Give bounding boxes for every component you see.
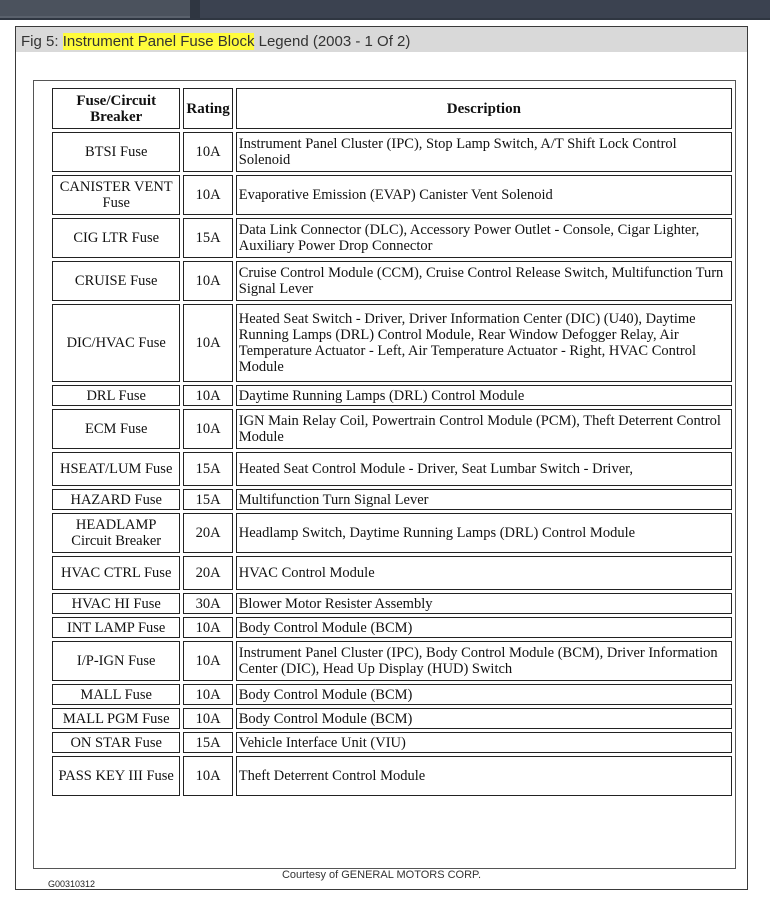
table-row: [52, 617, 732, 638]
table-row: [52, 641, 732, 681]
description-cell: Data Link Connector (DLC), Accessory Power Outlet - Console, Cigar Lighter, Auxiliary Power Drop Connector: [236, 218, 732, 258]
table-row: [52, 175, 732, 215]
rating-cell: 10A: [183, 684, 232, 705]
description-cell: Multifunction Turn Signal Lever: [236, 489, 732, 510]
fuse-cell: CRUISE Fuse: [52, 261, 180, 301]
description-cell: Instrument Panel Cluster (IPC), Body Control Module (BCM), Driver Information Center (DIC), Head Up Display (HUD) Switch: [236, 641, 732, 681]
fuse-cell: PASS KEY III Fuse: [52, 756, 180, 796]
table-row: [52, 218, 732, 258]
description-cell: Theft Deterrent Control Module: [236, 756, 732, 796]
fuse-cell: ON STAR Fuse: [52, 732, 180, 753]
rating-cell: 10A: [183, 641, 232, 681]
rating-cell: 20A: [183, 556, 232, 590]
description-cell: Blower Motor Resister Assembly: [236, 593, 732, 614]
table-body: [52, 132, 732, 796]
rating-cell: 15A: [183, 732, 232, 753]
fuse-cell: CANISTER VENT Fuse: [52, 175, 180, 215]
figure-title-suffix: Legend (2003 - 1 Of 2): [258, 33, 411, 50]
rating-cell: 10A: [183, 385, 232, 406]
fuse-cell: DIC/HVAC Fuse: [52, 304, 180, 382]
table-row: [52, 385, 732, 406]
browser-top-bar: [0, 0, 770, 20]
fuse-cell: BTSI Fuse: [52, 132, 180, 172]
table-row: [52, 452, 732, 486]
table-row: [52, 132, 732, 172]
figure-frame: [15, 26, 748, 890]
rating-cell: 10A: [183, 708, 232, 729]
description-cell: Headlamp Switch, Daytime Running Lamps (DRL) Control Module: [236, 513, 732, 553]
rating-cell: 10A: [183, 617, 232, 638]
table-row: [52, 261, 732, 301]
fuse-cell: HEADLAMP Circuit Breaker: [52, 513, 180, 553]
table-row: [52, 684, 732, 705]
figure-title-highlight: Instrument Panel Fuse Block: [62, 33, 255, 50]
description-cell: Heated Seat Switch - Driver, Driver Information Center (DIC) (U40), Daytime Running Lamps (DRL) Control Module, Rear Window Defogger Relay, Air Temperature Actuator - Left, Air Temperature Actuator - Right, HVAC Control Module: [236, 304, 732, 382]
browser-tab[interactable]: [0, 0, 190, 18]
table-header-row: [52, 88, 732, 129]
figure-code: G00310312: [48, 879, 96, 889]
description-cell: IGN Main Relay Coil, Powertrain Control Module (PCM), Theft Deterrent Control Module: [236, 409, 732, 449]
rating-cell: 10A: [183, 304, 232, 382]
fuse-cell: ECM Fuse: [52, 409, 180, 449]
description-cell: Cruise Control Module (CCM), Cruise Control Release Switch, Multifunction Turn Signal Lever: [236, 261, 732, 301]
table-row: [52, 304, 732, 382]
table-row: [52, 756, 732, 796]
browser-toolbar: [200, 0, 770, 18]
table-row: [52, 732, 732, 753]
description-cell: Instrument Panel Cluster (IPC), Stop Lamp Switch, A/T Shift Lock Control Solenoid: [236, 132, 732, 172]
figure-title: [21, 33, 410, 50]
rating-cell: 10A: [183, 756, 232, 796]
fuse-table: [49, 85, 735, 799]
description-cell: Daytime Running Lamps (DRL) Control Module: [236, 385, 732, 406]
table-row: [52, 708, 732, 729]
figure-title-prefix: Fig 5:: [21, 33, 59, 50]
table-row: [52, 489, 732, 510]
description-cell: Body Control Module (BCM): [236, 684, 732, 705]
table-row: [52, 556, 732, 590]
header-description: Description: [236, 88, 732, 129]
table-row: [52, 513, 732, 553]
rating-cell: 15A: [183, 489, 232, 510]
description-cell: Body Control Module (BCM): [236, 708, 732, 729]
fuse-cell: HSEAT/LUM Fuse: [52, 452, 180, 486]
fuse-cell: DRL Fuse: [52, 385, 180, 406]
rating-cell: 30A: [183, 593, 232, 614]
description-cell: Heated Seat Control Module - Driver, Seat Lumbar Switch - Driver,: [236, 452, 732, 486]
fuse-cell: INT LAMP Fuse: [52, 617, 180, 638]
description-cell: Body Control Module (BCM): [236, 617, 732, 638]
description-cell: Evaporative Emission (EVAP) Canister Vent Solenoid: [236, 175, 732, 215]
description-cell: Vehicle Interface Unit (VIU): [236, 732, 732, 753]
rating-cell: 10A: [183, 261, 232, 301]
header-rating: Rating: [183, 88, 232, 129]
rating-cell: 10A: [183, 409, 232, 449]
table-row: [52, 593, 732, 614]
fuse-cell: CIG LTR Fuse: [52, 218, 180, 258]
header-fuse: Fuse/Circuit Breaker: [52, 88, 180, 129]
fuse-cell: MALL Fuse: [52, 684, 180, 705]
rating-cell: 20A: [183, 513, 232, 553]
rating-cell: 10A: [183, 175, 232, 215]
fuse-cell: HVAC HI Fuse: [52, 593, 180, 614]
rating-cell: 15A: [183, 218, 232, 258]
rating-cell: 15A: [183, 452, 232, 486]
fuse-cell: MALL PGM Fuse: [52, 708, 180, 729]
fuse-cell: I/P-IGN Fuse: [52, 641, 180, 681]
rating-cell: 10A: [183, 132, 232, 172]
description-cell: HVAC Control Module: [236, 556, 732, 590]
table-row: [52, 409, 732, 449]
fuse-cell: HAZARD Fuse: [52, 489, 180, 510]
courtesy-credit: Courtesy of GENERAL MOTORS CORP.: [281, 869, 482, 881]
fuse-cell: HVAC CTRL Fuse: [52, 556, 180, 590]
figure-title-bar: [16, 27, 747, 52]
